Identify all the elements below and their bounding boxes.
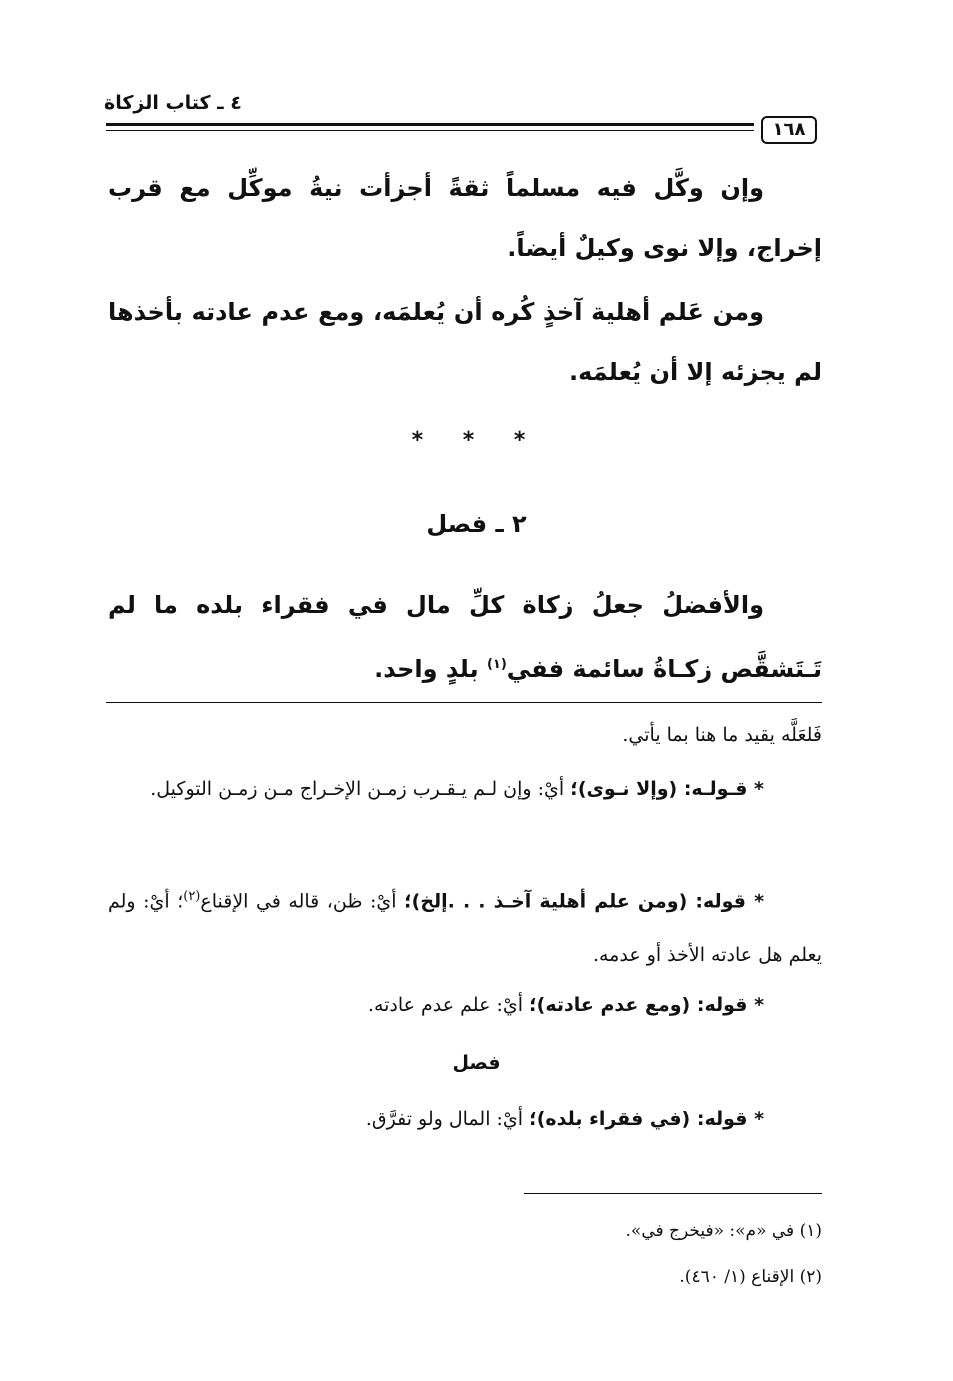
commentary-note-4 [108,1092,822,1146]
page-number: ١٦٨ [761,116,817,144]
note-4-text: أيْ: المال ولو تفرَّق. [365,1108,530,1130]
header-rule-thick [106,123,754,126]
footnote-1: (١) في «م»: «فيخرج في». [625,1221,822,1241]
commentary-note-3 [108,978,822,1032]
note-4-quote: * قوله: (في فقراء بلده)؛ [529,1108,764,1130]
paragraph-3-text-end: بلدٍ واحد. [374,655,487,683]
footnote-rule [524,1193,822,1194]
main-paragraph-2: ومن عَلم أهلية آخذٍ كُره أن يُعلمَه، ومع عدم عادته بأخذها لم يجزئه إلا أن يُعلمَه. [108,298,822,386]
commentary-divider [106,702,822,703]
note-3-text: أيْ: علم عدم عادته. [367,994,530,1016]
header-rule-thin [106,130,754,131]
section-separator: * * * [411,428,542,453]
footnote-2: (٢) الإقناع (١/ ٤٦٠). [679,1267,822,1287]
paragraph-3-text: والأفضلُ جعلُ زكاة كلِّ مال في فقراء بلده ما لم تَـتَشقَّص زكـاةُ سائمة ففي [108,591,822,683]
note-3-quote: * قوله: (ومع عدم عادته)؛ [529,994,764,1016]
note-1-quote: * قـولـه: (وإلا نـوى)؛ [570,778,764,800]
section-heading: ٢ ـ فصل [426,510,527,538]
note-1-text: أيْ: وإن لـم يـقـرب زمـن الإخـراج مـن زمـن التوكيل. [150,778,571,800]
running-header-title: ٤ ـ كتاب الزكاة [104,92,242,114]
commentary-note-1 [108,762,822,816]
commentary-intro: فَلعَلَّه يقيد ما هنا بما يأتي. [622,724,822,746]
note-2-quote: * قوله: (ومن علم أهلية آخـذ . . .إلخ)؛ [404,890,765,913]
main-paragraph-3 [108,575,822,699]
footnote-ref-2: (٢) [183,889,201,904]
footnote-ref-1: (١) [486,657,507,672]
commentary-subheading: فصل [452,1052,501,1074]
note-2-text-end: ؛ أيْ: ولم يعلم هل عادته الأخذ أو عدمه. [108,890,822,967]
note-2-text: أيْ: ظن، قاله في الإقناع [200,890,405,913]
main-paragraph-1: وإن وكَّل فيه مسلماً ثقةً أجزأت نيةُ موكِّل مع قرب إخراج، وإلا نوى وكيلٌ أيضاً. [108,174,822,262]
commentary-note-2 [108,870,822,982]
